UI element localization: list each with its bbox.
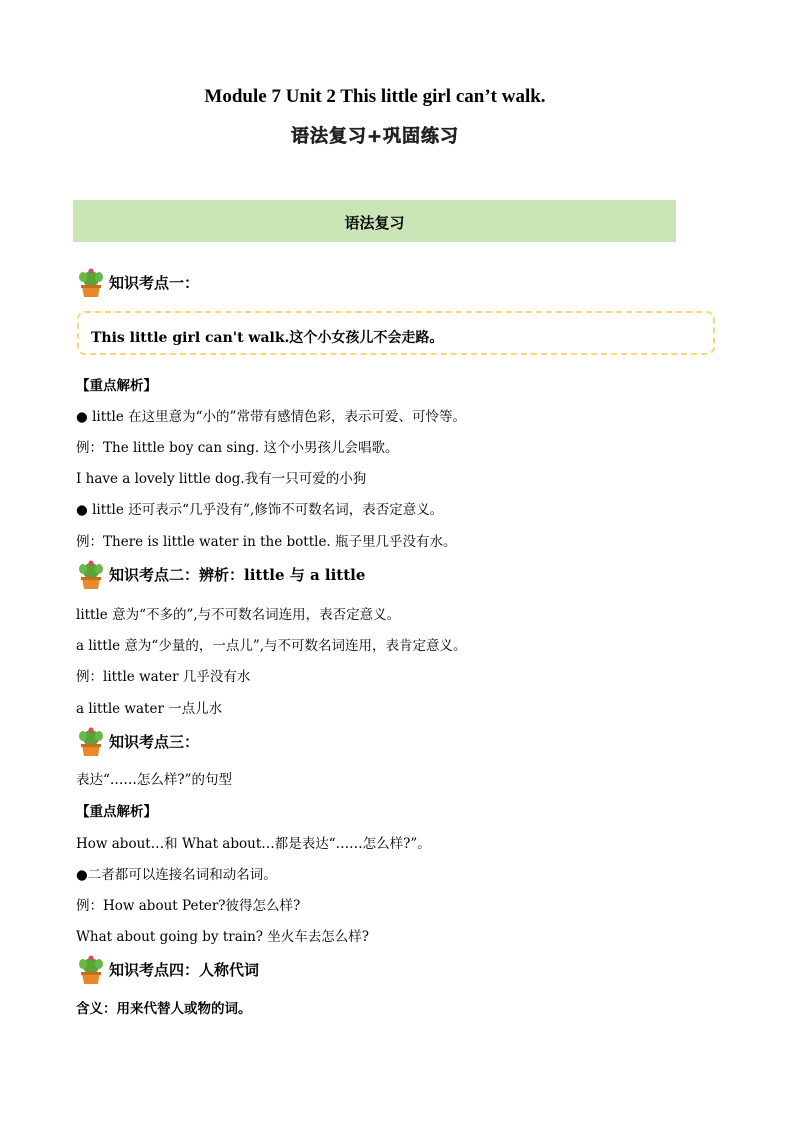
text-line: I have a lovely little dog.我有一只可爱的小狗 <box>76 471 367 487</box>
definition-line: 含义：用来代替人或物的词。 <box>76 1001 252 1017</box>
text-line: ● little 还可表示“几乎没有”,修饰不可数名词，表否定意义。 <box>76 502 444 518</box>
text-line: 例：The little boy can sing. 这个小男孩儿会唱歌。 <box>76 440 399 456</box>
text-line: 例：How about Peter?彼得怎么样? <box>76 898 301 914</box>
cactus-pot-icon <box>77 955 105 985</box>
text-line: How about…和 What about…都是表达“……怎么样?”。 <box>76 836 431 852</box>
example-sentence: This little girl can't walk.这个小女孩儿不会走路。 <box>91 330 444 346</box>
analysis-label: 【重点解析】 <box>76 804 157 820</box>
cactus-pot-icon <box>77 560 105 590</box>
page-subtitle: 语法复习+巩固练习 <box>290 126 460 147</box>
page-title: Module 7 Unit 2 This little girl can’t walk. <box>204 86 546 107</box>
text-line: a little 意为“少量的，一点儿”,与不可数名词连用，表肯定意义。 <box>76 638 467 654</box>
cactus-pot-icon <box>77 268 105 298</box>
text-line: 例：little water 几乎没有水 <box>76 669 251 685</box>
text-line: ●二者都可以连接名词和动名词。 <box>76 867 277 883</box>
text-line: little 意为“不多的”,与不可数名词连用，表否定意义。 <box>76 607 401 623</box>
text-line: ● little 在这里意为“小的”常带有感情色彩，表示可爱、可怜等。 <box>76 409 466 425</box>
text-line: 例：There is little water in the bottle. 瓶子里几乎没有水。 <box>76 534 457 550</box>
analysis-label: 【重点解析】 <box>76 378 157 394</box>
text-line: 表达“……怎么样?”的句型 <box>76 772 233 788</box>
section-banner-label: 语法复习 <box>344 214 405 232</box>
text-line: What about going by train? 坐火车去怎么样? <box>76 929 370 945</box>
cactus-pot-icon <box>77 727 105 757</box>
text-line: a little water 一点儿水 <box>76 701 223 717</box>
